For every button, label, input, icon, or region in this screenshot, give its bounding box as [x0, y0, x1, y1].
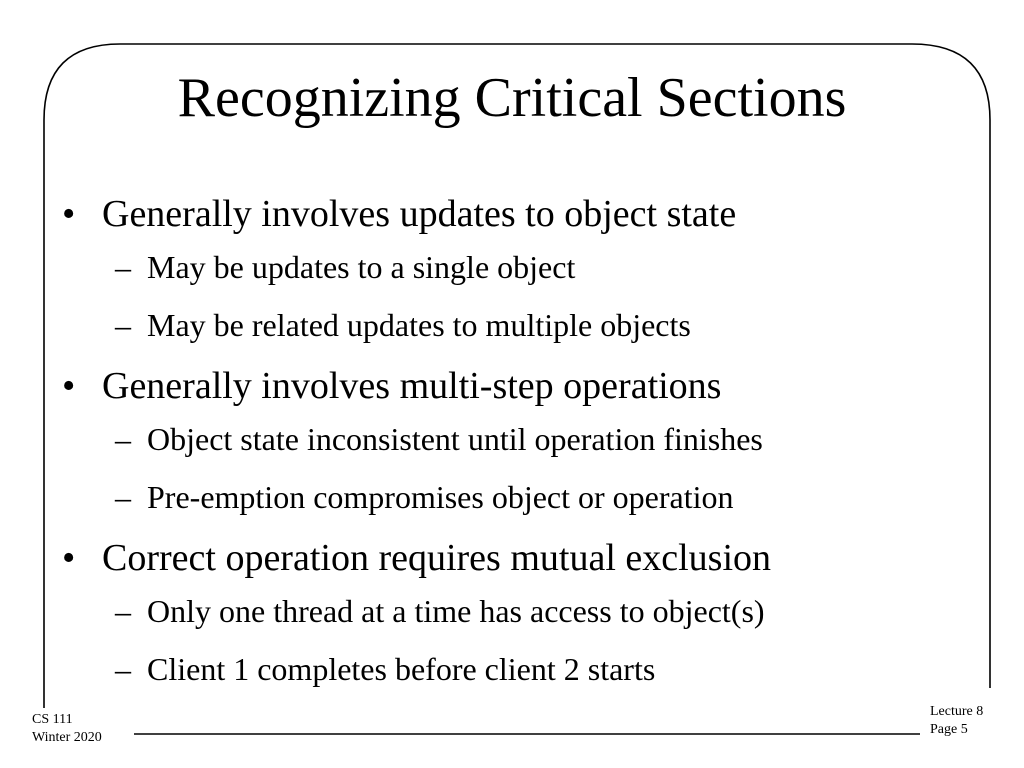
- bullet-text: Generally involves multi-step operations: [102, 365, 722, 407]
- sub-bullet-text: May be updates to a single object: [147, 249, 576, 285]
- bullet-text: Generally involves updates to object state: [102, 193, 737, 235]
- sub-bullet-item: [58, 416, 958, 474]
- sub-bullet-item: [58, 474, 958, 532]
- sub-bullet-text: Client 1 completes before client 2 starts: [147, 651, 656, 687]
- slide-title: Recognizing Critical Sections: [177, 67, 847, 129]
- footer-term: Winter 2020: [32, 730, 102, 745]
- dash-mark: –: [115, 307, 131, 343]
- bullet-mark: •: [62, 537, 76, 579]
- sub-bullet-item: [58, 244, 958, 302]
- bullet-text: Correct operation requires mutual exclusion: [102, 537, 772, 579]
- bullet-item: [58, 188, 958, 242]
- sub-bullet-item: [58, 646, 958, 704]
- footer-page-info: [930, 703, 983, 739]
- dash-mark: –: [115, 249, 131, 285]
- dash-mark: –: [115, 421, 131, 457]
- bullet-item: [58, 532, 958, 586]
- dash-mark: –: [115, 479, 131, 515]
- bullet-item: [58, 360, 958, 414]
- sub-bullet-text: Only one thread at a time has access to object(s): [147, 593, 765, 629]
- sub-bullet-text: Object state inconsistent until operation finishes: [147, 421, 763, 457]
- dash-mark: –: [115, 651, 131, 687]
- sub-bullet-item: [58, 302, 958, 360]
- bullet-mark: •: [62, 193, 76, 235]
- footer-page: Page 5: [930, 722, 968, 737]
- footer-lecture: Lecture 8: [930, 704, 984, 719]
- footer-course: CS 111: [32, 712, 73, 727]
- footer-course-info: [32, 711, 102, 747]
- dash-mark: –: [115, 593, 131, 629]
- bullet-list: [58, 188, 958, 704]
- bullet-mark: •: [62, 365, 76, 407]
- sub-bullet-text: May be related updates to multiple objects: [147, 307, 691, 343]
- sub-bullet-item: [58, 588, 958, 646]
- sub-bullet-text: Pre-emption compromises object or operation: [147, 479, 734, 515]
